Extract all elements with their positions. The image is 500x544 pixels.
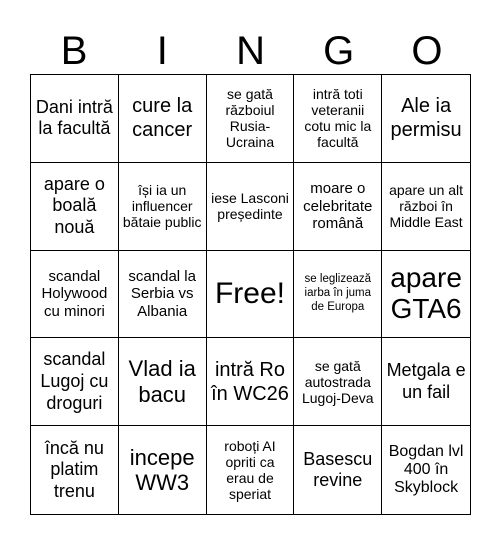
- bingo-cell-text: Dani intră la facultă: [35, 96, 113, 139]
- bingo-cell[interactable]: [31, 163, 119, 251]
- bingo-cell-text: apare GTA6: [390, 262, 462, 324]
- bingo-cell[interactable]: [119, 426, 207, 514]
- bingo-cell-text: iese Lasconi președinte: [211, 190, 289, 223]
- bingo-cell-text: roboți AI opriti ca erau de speriat: [224, 437, 276, 503]
- bingo-cell-text: Ale ia permisu: [390, 95, 462, 142]
- bingo-cell[interactable]: [382, 338, 470, 426]
- bingo-cell[interactable]: [31, 251, 119, 339]
- bingo-cell-text: incepe WW3: [129, 444, 195, 496]
- bingo-cell[interactable]: [294, 426, 382, 514]
- bingo-cell[interactable]: [382, 426, 470, 514]
- bingo-cell[interactable]: [119, 251, 207, 339]
- bingo-cell[interactable]: [382, 163, 470, 251]
- bingo-cell-text: apare un alt război în Middle East: [389, 182, 464, 231]
- bingo-cell-text: Basescu revine: [303, 448, 373, 491]
- bingo-cell-text: se leglizează iarba în juma de Europa: [304, 273, 372, 313]
- bingo-cell[interactable]: [207, 338, 295, 426]
- bingo-cell[interactable]: [119, 338, 207, 426]
- bingo-cell[interactable]: [119, 163, 207, 251]
- bingo-header: [30, 28, 471, 74]
- bingo-cell-text: încă nu platim trenu: [44, 437, 104, 501]
- bingo-cell[interactable]: [207, 75, 295, 163]
- bingo-cell[interactable]: [207, 426, 295, 514]
- bingo-cell-text: scandal Holywood cu minori: [41, 268, 108, 320]
- bingo-cell-text: scandal la Serbia vs Albania: [128, 268, 196, 320]
- header-letter-n: N: [236, 29, 265, 73]
- bingo-cell[interactable]: [294, 75, 382, 163]
- header-letter-g: G: [323, 29, 355, 73]
- bingo-cell-text: apare o boală nouă: [43, 173, 105, 237]
- bingo-cell-text: intră Ro în WC26: [211, 358, 289, 405]
- bingo-cell-text: moare o celebritate română: [303, 180, 373, 232]
- bingo-cell[interactable]: [31, 338, 119, 426]
- bingo-cell-text: se gată războiul Rusia-Ucraina: [225, 86, 275, 151]
- bingo-grid: [30, 74, 471, 515]
- bingo-cell[interactable]: [382, 75, 470, 163]
- header-letter-i: I: [156, 29, 168, 73]
- bingo-cell[interactable]: [207, 163, 295, 251]
- bingo-cell-text: Vlad ia bacu: [128, 356, 196, 407]
- bingo-cell[interactable]: [294, 251, 382, 339]
- bingo-cell-text: intră toti veteranii cotu mic la facultă: [304, 86, 372, 151]
- free-space-text: Free!: [214, 276, 285, 310]
- bingo-cell[interactable]: [294, 338, 382, 426]
- bingo-cell[interactable]: [382, 251, 470, 339]
- bingo-cell-text: scandal Lugoj cu droguri: [40, 349, 109, 413]
- bingo-cell[interactable]: [31, 426, 119, 514]
- bingo-cell[interactable]: [119, 75, 207, 163]
- header-letter-o: O: [411, 29, 443, 73]
- bingo-cell[interactable]: [294, 163, 382, 251]
- bingo-cell-text: cure la cancer: [132, 95, 193, 142]
- bingo-cell-text: Metgala e un fail: [386, 360, 466, 402]
- bingo-cell[interactable]: [31, 75, 119, 163]
- header-letter-b: B: [60, 29, 88, 73]
- bingo-cell-text: își ia un influencer bătaie public: [122, 182, 202, 231]
- bingo-cell-text: Bogdan lvl 400 în Skyblock: [388, 442, 464, 497]
- bingo-cell-text: se gată autostrada Lugoj-Deva: [301, 357, 374, 406]
- free-space-cell[interactable]: [207, 251, 295, 339]
